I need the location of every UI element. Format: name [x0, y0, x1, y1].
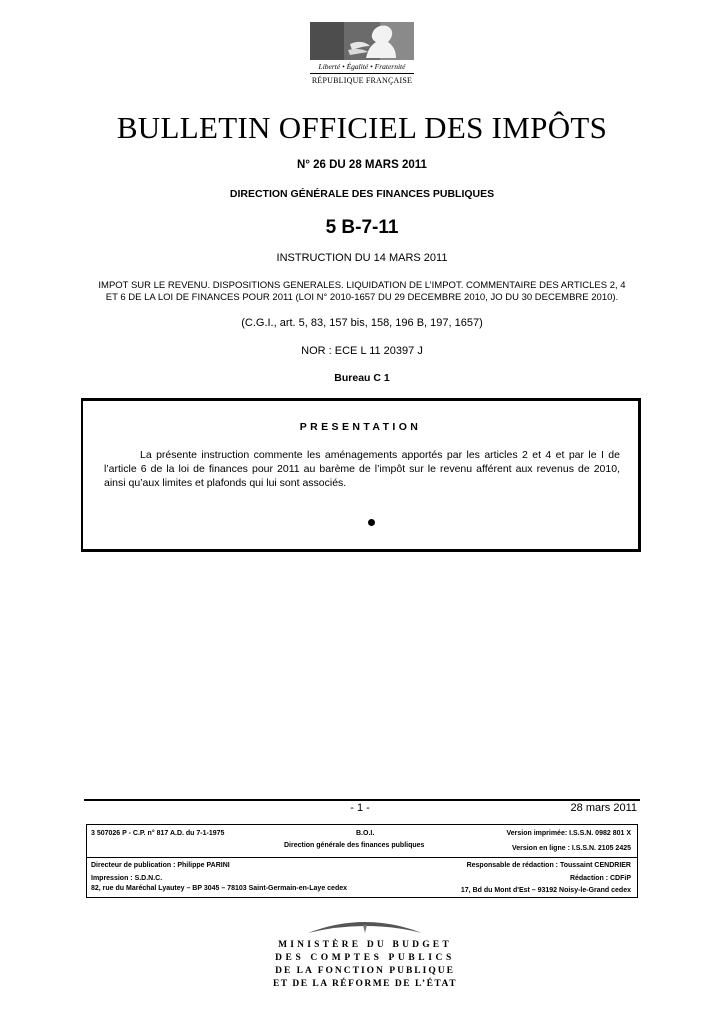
publication-director: Directeur de publication : Philippe PARINI	[91, 862, 230, 869]
imprint-box	[86, 824, 638, 898]
imprint-reference: 3 507026 P - C.P. n° 817 A.D. du 7-1-1975	[91, 830, 225, 837]
ministry-line-2: DES COMPTES PUBLICS	[275, 953, 455, 963]
redaction-address: 17, Bd du Mont d'Est – 93192 Noisy-le-Grand cedex	[460, 887, 631, 894]
ministry-arc-icon	[250, 913, 480, 939]
page-number: - 1 -	[350, 802, 370, 814]
subject-line-2: ET 6 DE LA LOI DE FINANCES POUR 2011 (LOI N° 2010-1657 DU 29 DECEMBRE 2010, JO DU 30 DECEMBRE 2010).	[105, 292, 619, 303]
printing-info: Impression : S.D.N.C.	[91, 875, 163, 882]
logo-republic-name: RÉPUBLIQUE FRANÇAISE	[310, 73, 414, 85]
issue-number: N° 26 DU 28 MARS 2011	[297, 159, 427, 171]
subject-line-1: IMPOT SUR LE REVENU. DISPOSITIONS GENERALES. LIQUIDATION DE L’IMPOT. COMMENTAIRE DES ARTICLES 2, 4	[98, 280, 626, 291]
marianne-emblem	[310, 22, 414, 60]
presentation-text	[104, 448, 620, 490]
nor-reference: NOR : ECE L 11 20397 J	[301, 345, 423, 357]
imprint-boi: B.O.I.	[356, 830, 375, 837]
bullet-icon	[368, 519, 375, 526]
ministry-line-1: MINISTÈRE DU BUDGET	[278, 940, 452, 950]
document-subject	[84, 280, 640, 304]
editor-info: Responsable de rédaction : Toussaint CENDRIER	[466, 862, 631, 869]
printing-address: 82, rue du Maréchal Lyautey – BP 3045 – 78103 Saint-Germain-en-Laye cedex	[91, 885, 348, 892]
bureau-label: Bureau C 1	[334, 372, 390, 384]
footer-divider	[84, 799, 640, 801]
logo-motto: Liberté • Égalité • Fraternité	[318, 62, 406, 71]
imprint-top-row	[87, 825, 637, 858]
ministry-logo	[250, 913, 480, 1013]
direction-name: DIRECTION GÉNÉRALE DES FINANCES PUBLIQUES	[229, 188, 495, 200]
cgi-references: (C.G.I., art. 5, 83, 157 bis, 158, 196 B, 197, 1657)	[241, 317, 483, 329]
document-code: 5 B-7-11	[325, 217, 399, 238]
redaction-info: Rédaction : CDFiP	[569, 875, 631, 882]
presentation-heading: PRESENTATION	[299, 421, 422, 433]
footer-date: 28 mars 2011	[570, 802, 637, 814]
instruction-date: INSTRUCTION DU 14 MARS 2011	[276, 252, 448, 264]
document-title: BULLETIN OFFICIEL DES IMPÔTS	[116, 110, 608, 145]
imprint-boi-direction: Direction générale des finances publiques	[284, 842, 425, 849]
issn-print: Version imprimée: I.S.S.N. 0982 801 X	[506, 830, 631, 837]
republique-francaise-logo	[310, 22, 414, 86]
presentation-box	[81, 398, 641, 552]
presentation-paragraph: La présente instruction commente les aménagements apportés par les articles 2 et 4 et par le I de l’article 6 de la loi de finances pour 2011 au barème de l’impôt sur le revenu afférent aux revenus de 2010, ainsi qu’aux limites et plafonds qui lui sont associés.	[104, 449, 620, 489]
ministry-line-3: DE LA FONCTION PUBLIQUE	[275, 966, 455, 976]
issn-online: Version en ligne : I.S.S.N. 2105 2425	[511, 845, 631, 852]
ministry-line-4: ET DE LA RÉFORME DE L’ÉTAT	[272, 979, 458, 989]
